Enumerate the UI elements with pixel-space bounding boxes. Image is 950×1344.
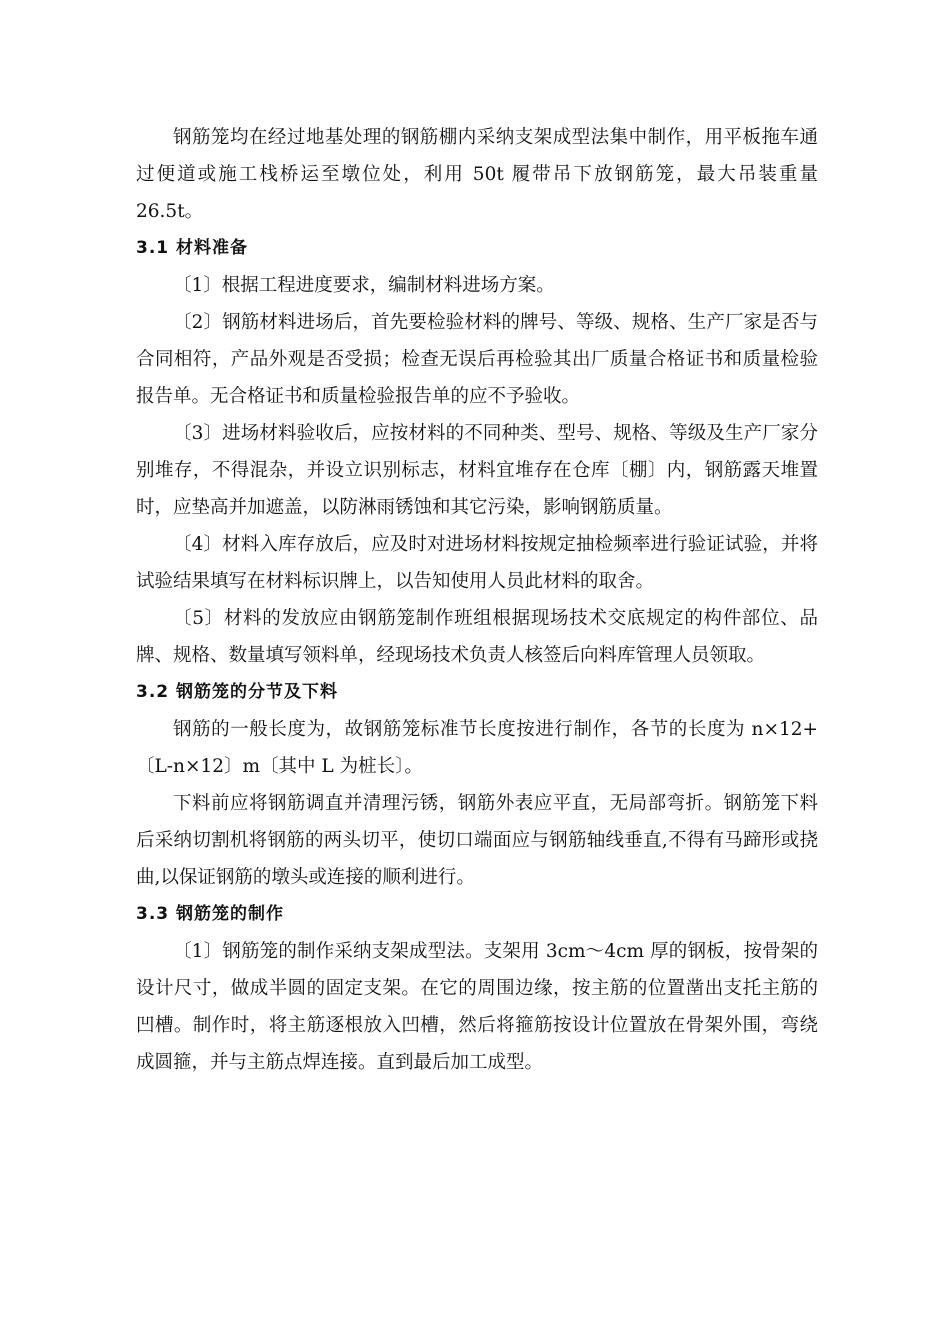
- section-heading-3-3: 3.3 钢筋笼的制作: [136, 904, 285, 924]
- document-page: [136, 119, 818, 1081]
- section-heading-3-2: 3.2 钢筋笼的分节及下料: [136, 682, 339, 702]
- paragraph-3-1-2: 〔2〕钢筋材料进场后，首先要检验材料的牌号、等级、规格、生产厂家是否与合同相符，产品外观是否受损；检查无误后再检验其出厂质量合格证书和质量检验报告单。无合格证书和质量检验报告单的应不予验收。: [136, 312, 818, 407]
- section-heading-3-1: 3.1 材料准备: [136, 238, 249, 258]
- paragraph-3-2-1: 钢筋的一般长度为，故钢筋笼标准节长度按进行制作，各节的长度为 n×12+〔L-n×12〕m〔其中 L 为桩长〕。: [136, 719, 818, 777]
- paragraph-3-1-3: 〔3〕进场材料验收后，应按材料的不同种类、型号、规格、等级及生产厂家分别堆存，不得混杂，并设立识别标志，材料宜堆存在仓库〔棚〕内，钢筋露天堆置时，应垫高并加遮盖，以防淋雨锈蚀和其它污染，影响钢筋质量。: [136, 423, 818, 518]
- intro-paragraph: 钢筋笼均在经过地基处理的钢筋棚内采纳支架成型法集中制作，用平板拖车通过便道或施工栈桥运至墩位处，利用 50t 履带吊下放钢筋笼，最大吊装重量 26.5t。: [136, 127, 818, 222]
- paragraph-3-1-1: 〔1〕根据工程进度要求，编制材料进场方案。: [173, 275, 555, 296]
- paragraph-3-3-1: 〔1〕钢筋笼的制作采纳支架成型法。支架用 3cm～4cm 厚的钢板，按骨架的设计尺寸，做成半圆的固定支架。在它的周围边缘，按主筋的位置凿出支托主筋的凹槽。制作时，将主筋逐根放入凹槽，然后将箍筋按设计位置放在骨架外围，弯绕成圆箍，并与主筋点焊连接。直到最后加工成型。: [136, 941, 818, 1073]
- paragraph-3-1-5: 〔5〕材料的发放应由钢筋笼制作班组根据现场技术交底规定的构件部位、品牌、规格、数量填写领料单，经现场技术负责人核签后向料库管理人员领取。: [136, 608, 818, 666]
- paragraph-3-1-4: 〔4〕材料入库存放后，应及时对进场材料按规定抽检频率进行验证试验，并将试验结果填写在材料标识牌上，以告知使用人员此材料的取舍。: [136, 534, 818, 592]
- paragraph-3-2-2: 下料前应将钢筋调直并清理污锈，钢筋外表应平直，无局部弯折。钢筋笼下料后采纳切割机将钢筋的两头切平，使切口端面应与钢筋轴线垂直,不得有马蹄形或挠曲,以保证钢筋的墩头或连接的顺利进行。: [136, 793, 818, 888]
